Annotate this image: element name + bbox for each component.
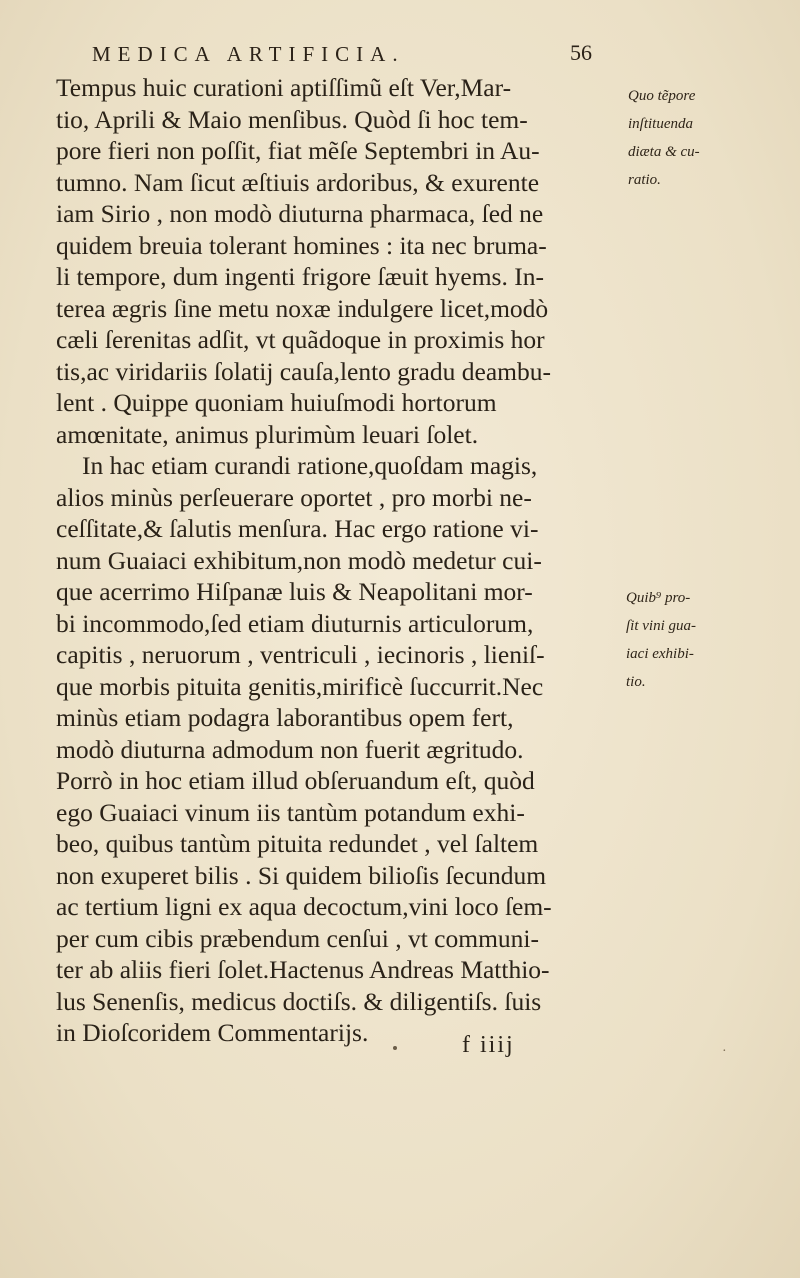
text-line: pore fieri non poſſit, fiat mẽſe Septembri in Au- bbox=[56, 136, 540, 165]
text-line: alios minùs perſeuerare oportet , pro morbi ne- bbox=[56, 482, 532, 512]
margin-note-line: iaci exhibi- bbox=[626, 646, 694, 662]
text-line: que morbis pituita genitis,mirificè ſuccurrit.Nec bbox=[56, 671, 544, 701]
text-line: terea ægris ſine metu noxæ indulgere licet,modò bbox=[56, 293, 549, 323]
text-line: In hac etiam curandi ratione,quoſdam magis, bbox=[82, 451, 538, 480]
text-line: per cum cibis præbendum cenſui , vt communi- bbox=[56, 923, 539, 953]
stray-tick-mark: · bbox=[722, 1044, 727, 1059]
margin-note-line: tio. bbox=[626, 674, 646, 690]
text-line: tis,ac viridariis ſolatij cauſa,lento gradu deambu- bbox=[56, 356, 551, 386]
text-line: tio, Aprili & Maio menſibus. Quòd ſi hoc tem- bbox=[56, 104, 528, 134]
text-line: modò diuturna admodum non fuerit ægritudo. bbox=[56, 734, 524, 764]
margin-note-line: ſit vini gua- bbox=[626, 618, 696, 634]
text-line: cæli ſerenitas adſit, vt quãdoque in proximis hor bbox=[56, 325, 545, 354]
margin-note-line: ratio. bbox=[628, 172, 661, 188]
text-line: amœnitate, animus plurimùm leuari ſolet. bbox=[56, 419, 479, 449]
text-line: capitis , neruorum , ventriculi , iecinoris , lieniſ- bbox=[56, 640, 545, 669]
margin-note-quibus bbox=[626, 584, 696, 696]
margin-note-line: Quib⁹ pro- bbox=[626, 590, 691, 606]
text-line: que acerrimo Hiſpanæ luis & Neapolitani mor- bbox=[56, 577, 533, 606]
margin-note-tempus bbox=[628, 82, 700, 194]
text-line: ceſſitate,& ſalutis menſura. Hac ergo ratione vi- bbox=[56, 514, 539, 543]
signature-mark: f iiij bbox=[462, 1032, 515, 1058]
text-line: Tempus huic curationi aptiſſimũ eſt Ver,Mar- bbox=[56, 73, 512, 102]
text-line: li tempore, dum ingenti frigore ſæuit hyems. In- bbox=[56, 262, 544, 291]
text-line: bi incommodo,ſed etiam diuturnis articulorum, bbox=[56, 608, 534, 638]
text-line: iam Sirio , non modò diuturna pharmaca, ſed ne bbox=[56, 199, 544, 228]
text-line: quidem breuia tolerant homines : ita nec bruma- bbox=[56, 230, 547, 260]
body-text bbox=[56, 72, 616, 1049]
text-line: in Dioſcoridem Commentarijs. bbox=[56, 1018, 369, 1047]
text-line: non exuperet bilis . Si quidem bilioſis ſecundum bbox=[56, 860, 547, 890]
text-line: ac tertium ligni ex aqua decoctum,vini loco ſem- bbox=[56, 892, 552, 921]
text-line: num Guaiaci exhibitum,non modò medetur cui- bbox=[56, 545, 542, 575]
text-line: ego Guaiaci vinum iis tantùm potandum exhi- bbox=[56, 797, 525, 827]
text-line: Porrò in hoc etiam illud obſeruandum eſt, quòd bbox=[56, 766, 535, 795]
running-title: MEDICA ARTIFICIA. bbox=[92, 42, 405, 66]
margin-note-line: diæta & cu- bbox=[628, 144, 700, 160]
text-line: lent . Quippe quoniam huiuſmodi hortorum bbox=[56, 388, 497, 417]
text-line: tumno. Nam ſicut æſtiuis ardoribus, & exurente bbox=[56, 167, 540, 197]
text-line: minùs etiam podagra laborantibus opem fert, bbox=[56, 703, 514, 732]
text-line: beo, quibus tantùm pituita redundet , vel ſaltem bbox=[56, 829, 539, 858]
margin-note-line: inſtituenda bbox=[628, 116, 693, 132]
page-number: 56 bbox=[570, 40, 592, 65]
margin-note-line: Quo tẽpore bbox=[628, 88, 696, 104]
stray-dot-mark bbox=[393, 1046, 397, 1050]
text-line: lus Senenſis, medicus doctiſs. & diligentiſs. ſuis bbox=[56, 986, 542, 1016]
text-line: ter ab aliis fieri ſolet.Hactenus Andreas Matthio- bbox=[56, 955, 550, 984]
